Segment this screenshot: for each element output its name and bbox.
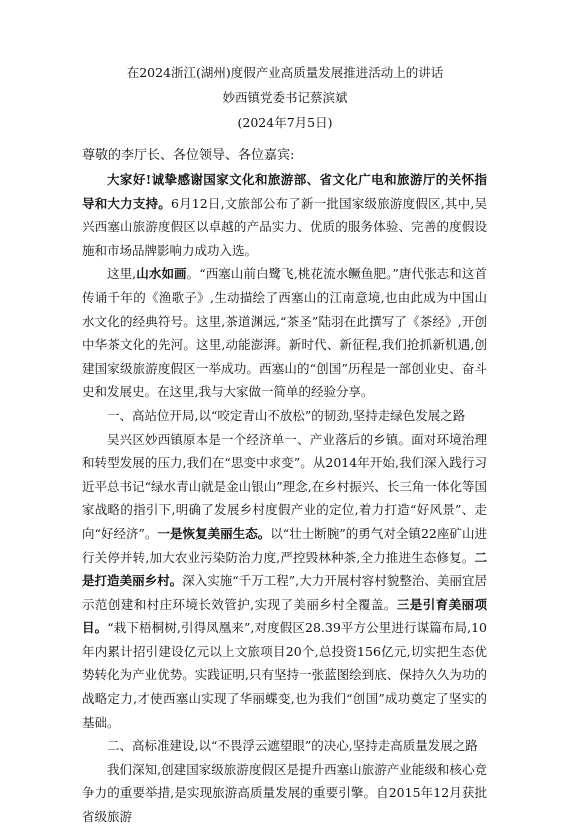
speech-date: (2024年7月5日) — [237, 115, 333, 130]
title-block — [0, 60, 570, 135]
section-heading-1 — [82, 404, 487, 428]
speech-body — [82, 168, 487, 829]
speaker-line: 妙西镇党委书记蔡滨斌 — [222, 90, 348, 105]
text-segment: “栽下梧桐树,引得凤凰来”,对度假区28.39平方公里进行谋篇布局,10年内累计招引建设亿元以上文旅项目20个,总投资156亿元,切实把生态优势转化为产业优势。实践证明,只有坚持一张蓝图绘到底、保持久久为功的战略定力,才使西塞山实现了华丽蝶变,也为我们“创国”成功奠定了坚实的基础。 — [82, 620, 487, 730]
paragraph-section-1 — [82, 428, 487, 735]
text-segment: 一、高站位开局,以“咬定青山不放松”的韧劲,坚持走绿色发展之路 — [107, 407, 466, 423]
text-segment: 这里, — [107, 266, 137, 282]
text-segment-bold: 二是打造美丽乡村。 — [82, 549, 487, 589]
text-segment-bold: 一是恢复美丽生态。 — [157, 525, 271, 541]
text-segment: 6月12日,文旅部公布了新一批国家级旅游度假区,其中,吴兴西塞山旅游度假区以卓越的产品实力、优质的服务体验、完善的度假设施和市场品牌影响力成功入选。 — [82, 195, 487, 258]
text-segment: 我们深知,创建国家级旅游度假区是提升西塞山旅游产业能级和核心竞争力的重要举措,是实现旅游高质量发展的重要引擎。自2015年12月获批省级旅游 — [82, 761, 487, 825]
text-segment: 吴兴区妙西镇原本是一个经济单一、产业落后的乡镇。面对环境治理和转型发展的压力,我们在“思变中求变”。从2014年开始,我们深入践行习近平总书记“绿水青山就是金山银山”理念,在乡村振兴、长三角一体化等国家战略的指引下,明确了发展乡村度假产业的定位,着力打造“好风景”、走向“好经济”。 — [82, 431, 487, 541]
paragraph-section-2 — [82, 758, 487, 829]
text-segment: 。“西塞山前白鹭飞,桃花流水鳜鱼肥。”唐代张志和这首传诵千年的《渔歌子》,生动描绘了西塞山的江南意境,也由此成为中国山水文化的经典符号。这里,茶道渊远,“茶圣”陆羽在此撰写了《茶经》,开创中华茶文化的先河。这里,动能澎湃。新时代、新征程,我们抢抓新机遇,创建国家级旅游度假区一举成功。西塞山的“创国”历程是一部创业史、奋斗史和发展史。在这里,我与大家做一简单的经验分享。 — [82, 266, 487, 400]
text-segment: 二、高标准建设,以“不畏浮云遮望眼”的决心,坚持走高质量发展之路 — [107, 738, 478, 754]
text-segment-bold: 山水如画 — [136, 266, 187, 282]
section-heading-2 — [82, 734, 487, 758]
speech-title: 在2024浙江(湖州)度假产业高质量发展推进活动上的讲话 — [126, 65, 444, 80]
paragraph-opening — [82, 168, 487, 262]
text-segment-bold: 三是引育美丽项目。 — [82, 596, 487, 636]
text-segment-bold: 大家好!诚挚感谢国家文化和旅游部、省文化广电和旅游厅的关怀指导和大力支持。 — [82, 172, 487, 211]
paragraph-scenery — [82, 262, 487, 404]
text-segment: 深入实施“千万工程”,大力开展村容村貌整治、美丽宜居示范创建和村庄环境长效管护,实现了美丽乡村全覆盖。 — [82, 573, 487, 612]
salutation: 尊敬的李厅长、各位领导、各位嘉宾: — [82, 148, 295, 163]
text-segment: 以“壮士断腕”的勇气对全镇22座矿山进行关停并转,加大农业污染防治力度,严控毁林种茶,全力推进生态修复。 — [82, 525, 487, 565]
